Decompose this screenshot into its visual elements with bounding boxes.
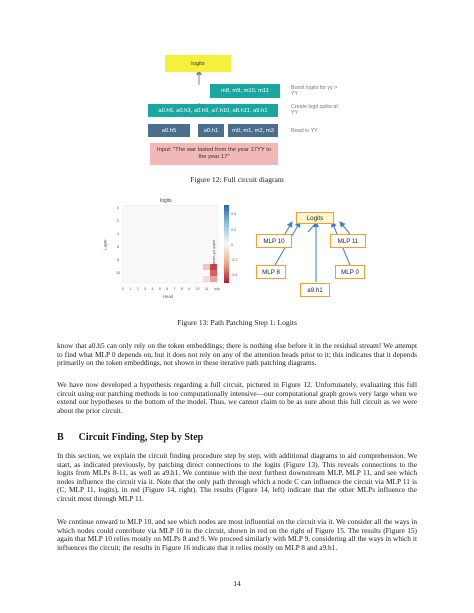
tree-node-a9h1: a9.h1 — [300, 283, 330, 297]
x-tick: 3 — [144, 287, 147, 291]
heatmap-cell — [203, 276, 210, 282]
section-heading — [57, 432, 203, 443]
figure-13-caption: Figure 13: Path Patching Step 1: Logits — [177, 318, 297, 327]
y-tick: 4 — [117, 232, 120, 236]
paragraph: We have now developed a hypothesis regarding a full circuit, pictured in Figure 12. Unfortunately, evaluating this full circuit using our patching methods is too computationally intensive—our computational graph grows very large when we extend our hypotheses to the bottom of the model. Thus, we cannot claim to be as sure about this full circuit as we were about the prior circuit. — [57, 380, 417, 415]
x-tick: 2 — [136, 287, 139, 291]
section-number: B — [57, 432, 64, 443]
tree-node-mlp8: MLP 8 — [256, 265, 286, 279]
colorbar-tick: 0 — [231, 243, 234, 247]
heatmap-ylabel: Layer — [102, 239, 108, 250]
paragraph: know that a0.h5 can only rely on the token embeddings; there is nothing else before it in the residual stream! We attempt to find what MLP 0 depends on, but it does not rely on any of the attention heads prior to it; this indicates that it depends primarily on the token embeddings, not shown in these iterative path patching diagrams. — [57, 341, 417, 368]
y-tick: 6 — [117, 245, 120, 249]
heatmap-title: logits — [160, 198, 172, 204]
colorbar-label: patch diff variation — [212, 240, 216, 270]
read-annotation: Read in YY — [291, 128, 318, 134]
x-tick: 4 — [151, 287, 154, 291]
a0h5-node: a0.h5 — [148, 124, 190, 137]
heatmap-cell — [210, 270, 217, 276]
heatmap-xlabel: Head — [163, 294, 174, 299]
section-title: Circuit Finding, Step by Step — [78, 432, 204, 443]
boost-annotation: Boost logits for yy > YY — [291, 85, 338, 98]
heatmap-cell — [210, 276, 217, 282]
x-tick-row — [122, 287, 220, 291]
colorbar-tick: -0.4 — [231, 273, 238, 277]
mlp-node: m8, m9, m10, m11 — [210, 84, 280, 98]
colorbar-tick: 0.4 — [231, 212, 237, 216]
tree-node-mlp11: MLP 11 — [330, 234, 366, 248]
spike-annotation: Create logit spike at YY — [291, 104, 338, 117]
x-tick: 6 — [166, 287, 169, 291]
paragraph: We continue onward to MLP 10, and see which nodes are most influential on the circuit via it. We consider all the ways in which nodes could contribute via MLP 10 to the circuit, shown in red on the right of Figure 15. The results (Figure 15) again that MLP 10 relies mostly on MLPs 8 and 9. We proceed similarly with MLP 9, considering all the ways in which it influences the circuit; the results in Figure 16 indicate that it relies mostly on MLP 8 and a9.h1. — [57, 517, 417, 552]
x-tick: 7 — [173, 287, 176, 291]
x-tick: 8 — [180, 287, 183, 291]
x-tick: 9 — [188, 287, 191, 291]
x-tick: 11 — [204, 287, 209, 291]
paragraph: In this section, we explain the circuit finding procedure step by step, with additional diagrams to aid comprehension. We start, as indicated previously, by patching direct connections to the logits (Figure 13). This reveals connections to the logits from MLPs 8-11, as well as a9.h1. We continue with the next furthest downstream MLP, MLP 11, and see which nodes influence the circuit via it. Note that the only path through which a node C can influence the circuit via MLP 11 is (C, MLP 11, logits), in red (Figure 14, right). The results (Figure 14, left) indicate that the other MLPs influence the circuit most through MLP 11. — [57, 451, 417, 503]
colorbar-tick: -0.2 — [231, 258, 238, 262]
tree-node-mlp0: MLP 0 — [335, 265, 365, 279]
logits-node: logits — [165, 55, 231, 72]
colorbar — [224, 205, 229, 283]
y-tick: 10 — [116, 271, 121, 275]
heads-node: a0.h5, a0.h3, a0.h9, a7.h10, a8.h11, a9.h1 — [148, 104, 278, 117]
heatmap-cell — [203, 264, 210, 270]
y-tick: 0 — [117, 206, 120, 210]
page-number: 14 — [233, 579, 241, 588]
input-node: Input: "The war lasted from the year 17YY to the year 17" — [150, 143, 278, 165]
x-tick: 1 — [129, 287, 132, 291]
heatmap-grid — [122, 205, 218, 283]
figure-12-caption: Figure 12: Full circuit diagram — [190, 175, 284, 184]
x-tick: 0 — [122, 287, 124, 291]
mlp0-node: m0, m1, m2, m3 — [228, 124, 278, 137]
tree-node-logits: Logits — [296, 212, 334, 224]
x-tick: 5 — [158, 287, 161, 291]
x-tick: 10 — [195, 287, 200, 291]
x-tick: mlp — [214, 287, 220, 291]
y-tick: 2 — [117, 219, 120, 223]
colorbar-tick: 0.2 — [231, 228, 237, 232]
tree-node-mlp10: MLP 10 — [256, 234, 292, 248]
y-tick: 8 — [117, 258, 120, 262]
a0h1-node: a0.h1 — [198, 124, 224, 137]
